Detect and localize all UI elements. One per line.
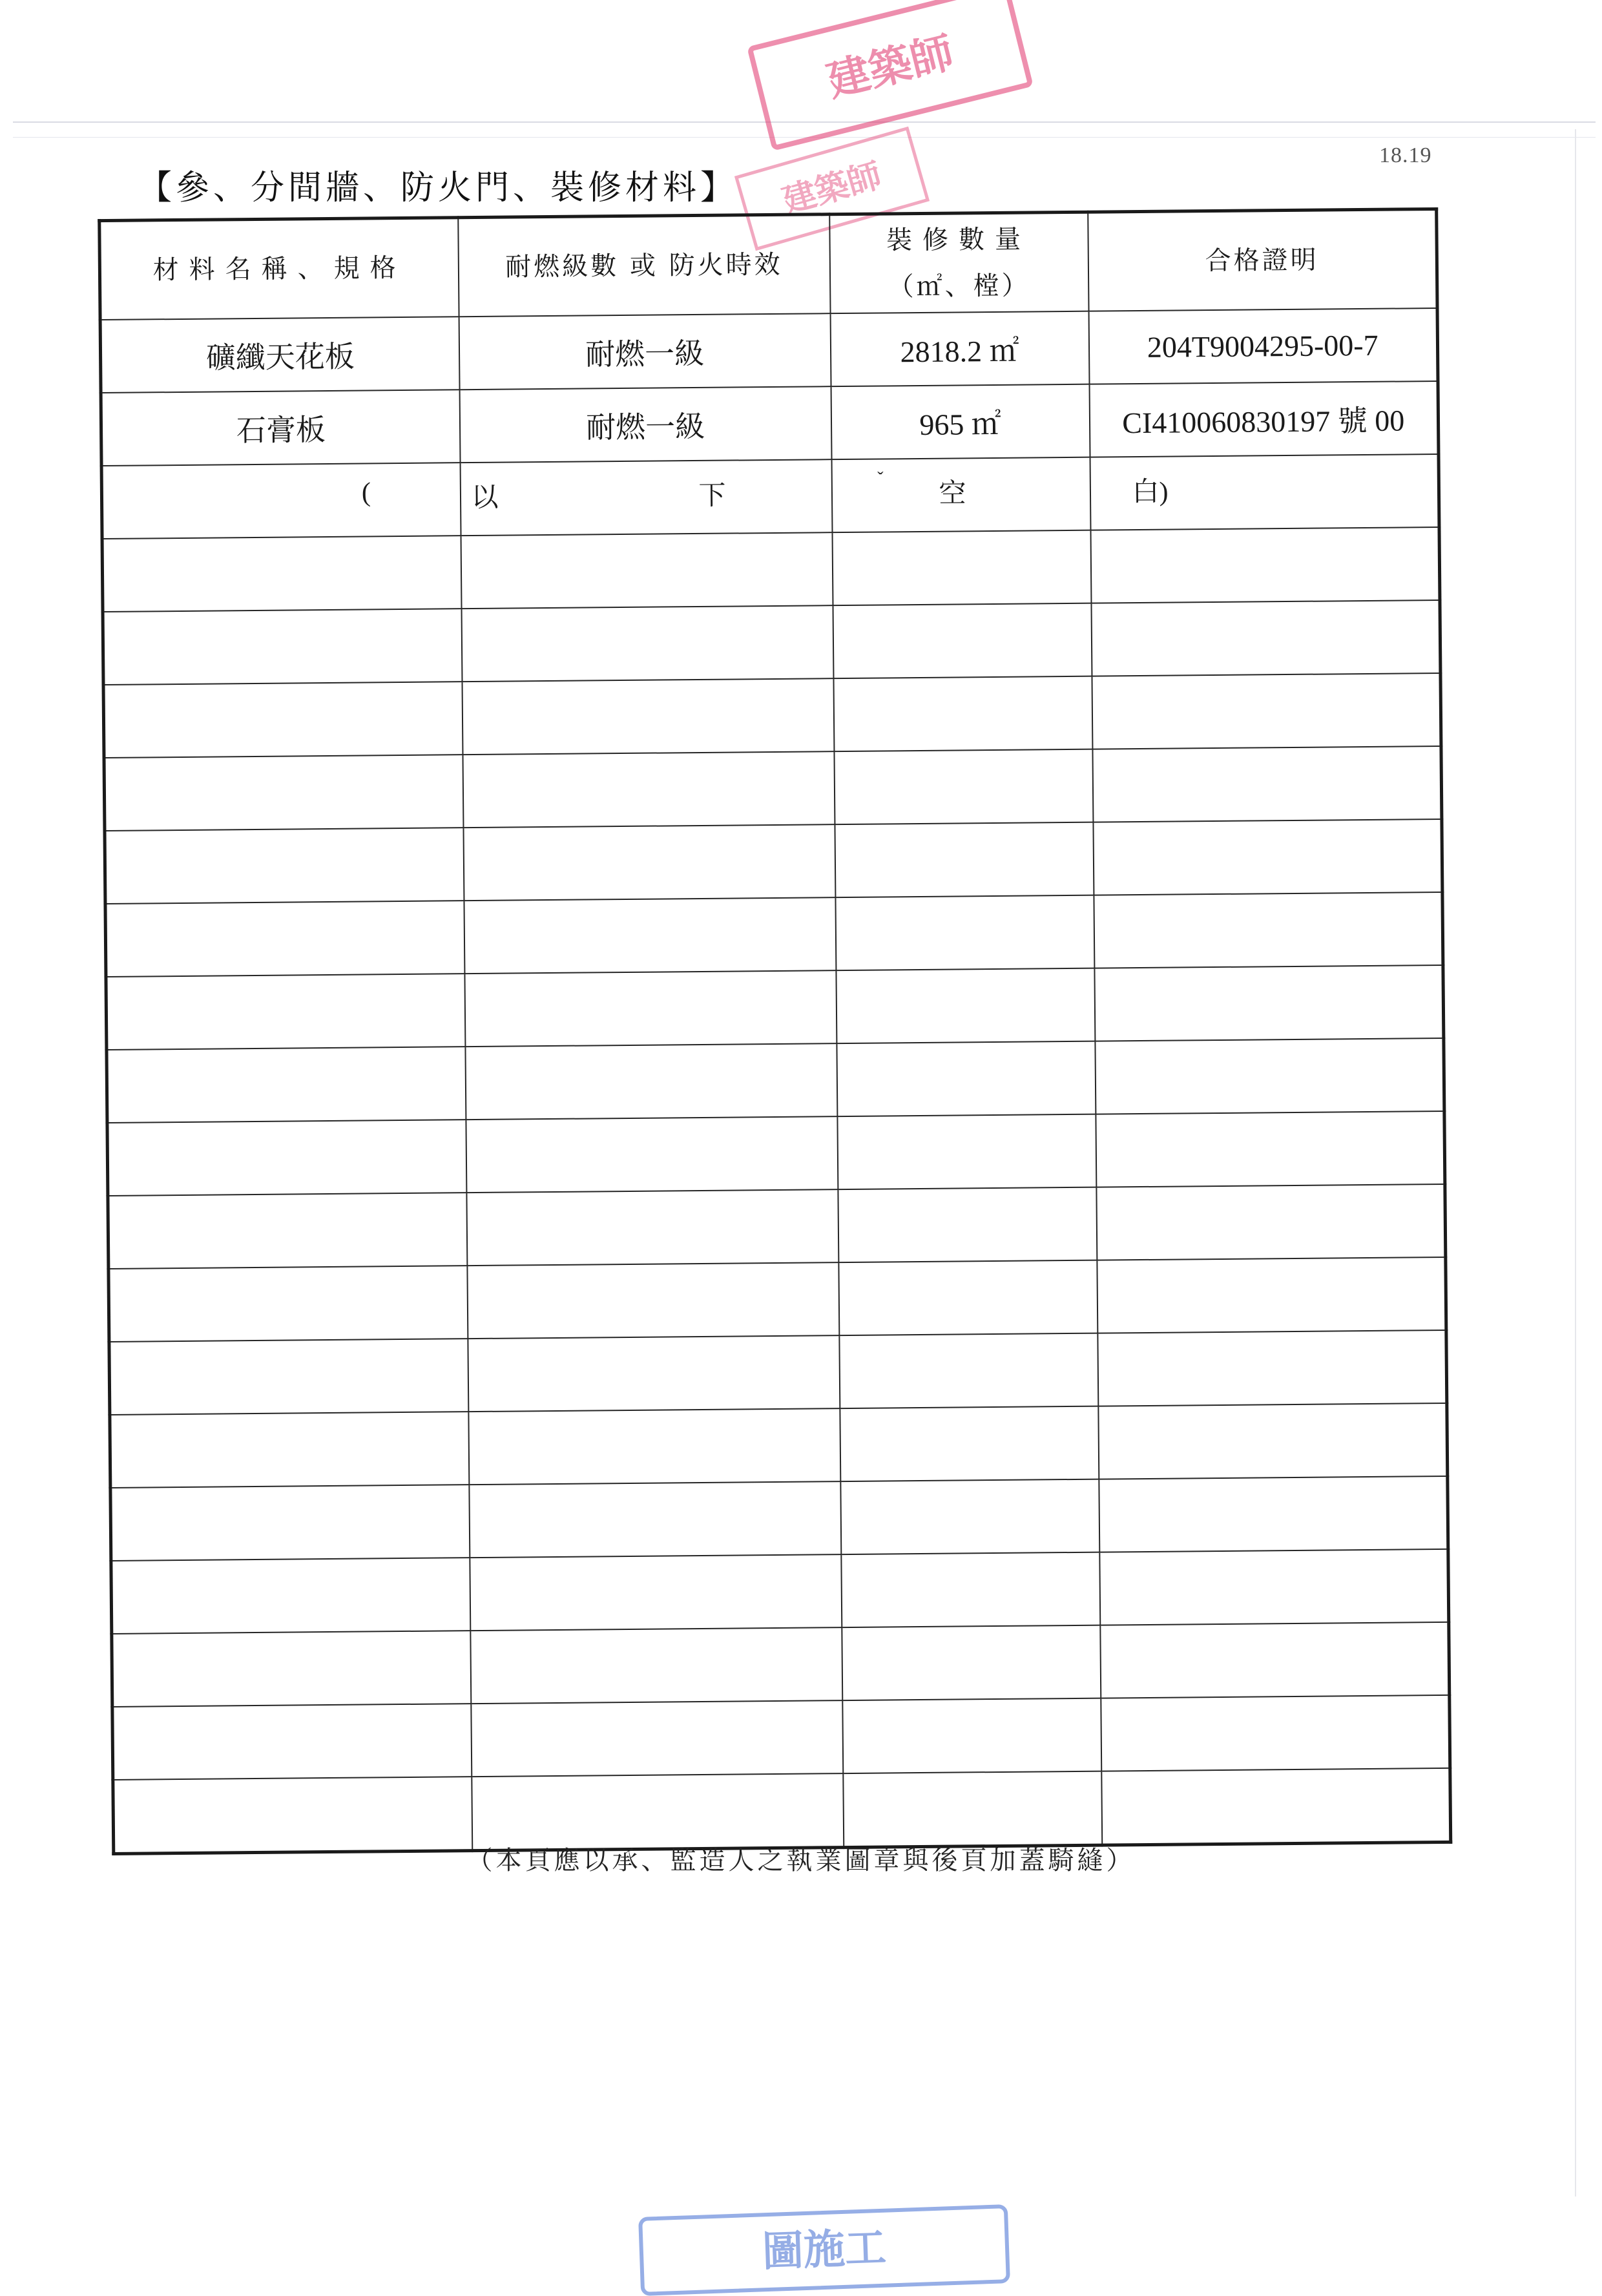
header-material-name: 材料名稱、規格 — [99, 218, 459, 320]
table-row-empty — [110, 1476, 1448, 1561]
table-row — [101, 381, 1439, 466]
table-row-empty — [112, 1622, 1450, 1707]
filler-text-yi: 以 — [471, 483, 499, 514]
table-row-empty — [102, 527, 1440, 612]
table-row-empty — [107, 1111, 1445, 1196]
filler-open-paren: ( — [361, 477, 371, 508]
table-row-empty — [107, 1038, 1444, 1123]
filler-cell-2 — [460, 459, 832, 536]
filler-cell-4 — [1090, 454, 1439, 530]
table-header-row — [99, 209, 1437, 320]
section-title: 【參、分間牆、防火門、裝修材料】 — [138, 169, 738, 207]
header-quantity-line2: （㎡、樘） — [888, 271, 1030, 302]
table-row-empty — [106, 965, 1444, 1050]
table-row-filler — [101, 454, 1439, 539]
table-row-empty — [109, 1330, 1447, 1415]
filler-text-kong: 空 — [939, 479, 966, 509]
cell-quantity: 965 ㎡ — [831, 384, 1090, 459]
materials-table — [98, 207, 1452, 1855]
footer-note: （本頁應以承、監造人之執業圖章與後頁加蓋騎縫） — [466, 1846, 1136, 1875]
table-row-empty — [110, 1403, 1448, 1488]
table-row-empty — [103, 600, 1441, 685]
table-row-empty — [108, 1184, 1446, 1269]
filler-text-xia: 下 — [698, 481, 726, 511]
materials-table-container — [98, 207, 1449, 1820]
construction-stamp: 圖施工 — [638, 2204, 1010, 2296]
architect-seal-stamp-faint: 建築師 — [734, 127, 930, 251]
cell-material-name: 石膏板 — [101, 390, 460, 466]
cell-certificate: 204T9004295-00-7 — [1088, 308, 1438, 384]
cell-quantity: 2818.2 ㎡ — [830, 311, 1089, 386]
table-row-empty — [105, 892, 1443, 977]
cell-material-name: 礦纖天花板 — [100, 317, 459, 393]
table-row-empty — [104, 746, 1442, 831]
table-row-empty — [103, 673, 1441, 758]
cell-certificate: CI410060830197 號 00 — [1089, 381, 1439, 457]
architect-seal-stamp: 建築師 — [747, 0, 1034, 151]
header-quantity-line1: 裝修數量 — [886, 224, 1032, 256]
header-quantity — [829, 212, 1088, 313]
table-row-empty — [109, 1257, 1446, 1342]
page-number: 18.19 — [1379, 143, 1432, 167]
table-row — [100, 308, 1438, 393]
header-certificate: 合格證明 — [1088, 209, 1437, 311]
cell-fire-rating: 耐燃一級 — [459, 313, 831, 390]
filler-cell-1 — [101, 463, 461, 539]
table-row-empty — [105, 819, 1442, 904]
filler-text-bai: 白) — [1132, 477, 1169, 508]
filler-mark: ˇ — [877, 468, 884, 489]
table-row-empty — [112, 1695, 1450, 1780]
cell-fire-rating: 耐燃一級 — [459, 386, 831, 463]
header-fire-rating: 耐燃級數 或 防火時效 — [458, 214, 830, 317]
page-right-edge — [1575, 129, 1576, 2197]
table-row-empty — [111, 1549, 1449, 1634]
filler-cell-3 — [831, 457, 1090, 532]
